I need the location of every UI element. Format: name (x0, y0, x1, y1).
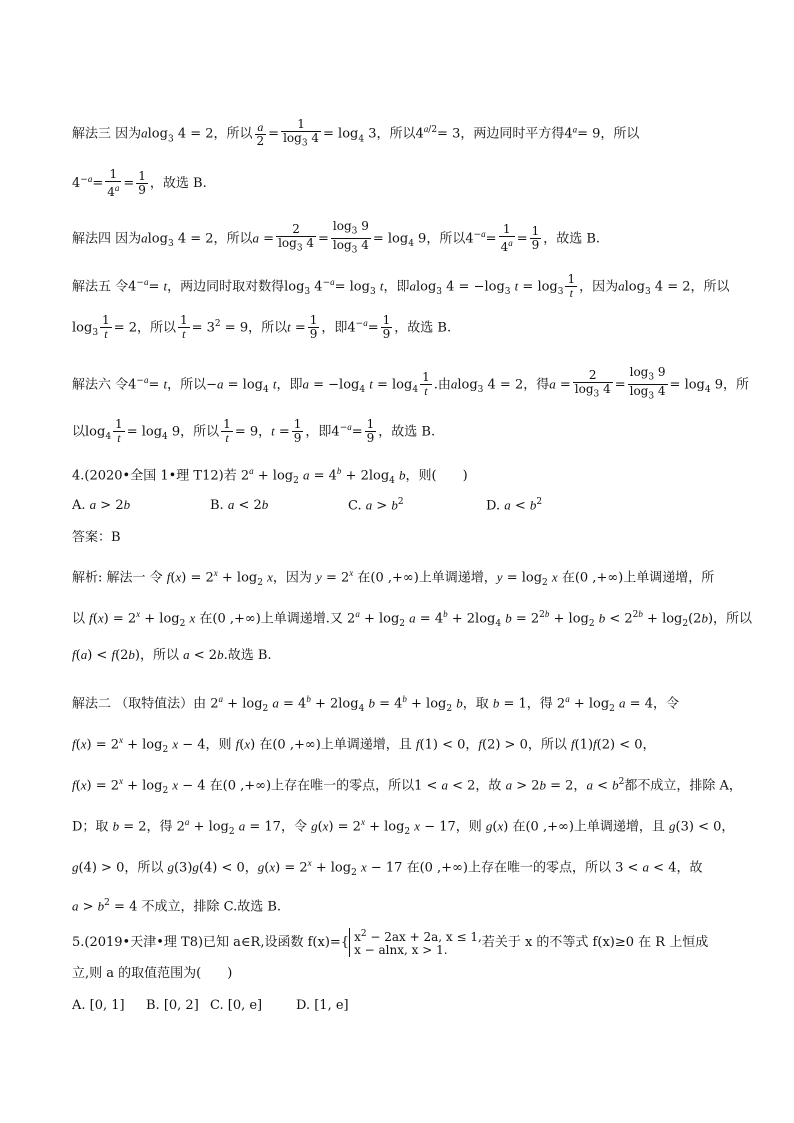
analysis-line1: 解析: 解法一 令 $f(x) = 2^x + \log_2 x$，因为 $y = 2^x$ 在(0 ,+∞)上单调递增，$y = \log_2 x$ 在(0 ,+∞)上单调递增，所 (72, 568, 715, 588)
solution6-line2: 以$\log_4$ $\frac{1}{t}$ = $\log_4 9$，所以 $\frac{1}{t}$ = 9，t = $\frac{1}{9}$ ，即$4^{-a}=$ $\frac{1}{9}$ ，故选 B. (72, 417, 436, 446)
q5-option-b: B. [0, 2] (146, 998, 199, 1013)
q4-option-d: D. $a < b^2$ (486, 497, 543, 514)
solution4-line: 解法四 因为alog$_3$ 4 = 2，所以a = $\frac{2}{\log_3 4}$ = $\frac{\log_3 9}{\log_3 4}$ = $\log_4 9$，所以$4^{-a}=$ $\frac{1}{4^a}$ = $\frac{1}{9}$ ，故选 B. (72, 219, 601, 256)
analysis-line2: 以 $f(x) = 2^x + \log_2 x$ 在(0 ,+∞)上单调递增.又 $2^a + \log_2 a = 4^b + 2\log_4$ $b = 2^{2b} + \log_2 b < 2^{2b} + \log_2(2b)$，所以 (72, 609, 753, 629)
q4-option-c: C. $a > b^2$ (348, 497, 404, 514)
question4-stem: 4.(2020•全国 1•理 T12)若 $2^a + \log_2 a = 4^b + 2\log_4$ b，则( ) (72, 466, 468, 486)
analysis-line3: f(a) < f(2b)，所以 a < 2b.故选 B. (72, 647, 272, 663)
question5-line1: 5.(2019•天津•理 T8)已知 a∈R,设函数 f(x)={ $x^2 - 2ax + 2a$, x ≤ 1, x − alnx, x > 1. 若关于 x 的不等式 f(x)≥0 在 R 上恒成 (72, 929, 709, 957)
q5-option-c: C. [0, e] (210, 998, 263, 1013)
method2-line4: D；取 b = 2，得 $2^a + \log_2 a = 17$，令 $g(x) = 2^x + \log_2 x - 17$，则 g(x) 在(0 ,+∞)上单调递增，且 g(3) < 0， (72, 817, 735, 837)
q4-option-a: A. a > 2b (72, 497, 131, 513)
answer-line: 答案：B (72, 530, 121, 545)
method2-line3: $f(x) = 2^x + \log_2 x - 4$ 在(0 ,+∞)上存在唯一的零点，所以1 < a < 2，故 a > 2b = 2，$a < b^2$都不成立，排除 A， (72, 776, 742, 796)
method2-line1: 解法二 （取特值法）由 $2^a + \log_2 a = 4^b + 2\log_4$ $b = 4^b + \log_2 b$，取 b = 1，得 $2^a + \log_2 a = 4$，令 (72, 694, 679, 714)
q5-option-a: A. [0, 1] (72, 998, 125, 1013)
method2-line2: $f(x) = 2^x + \log_2 x - 4$，则 f(x) 在(0 ,+∞)上单调递增，且 f(1) < 0，f(2) > 0，所以 f(1)f(2) < 0， (72, 735, 656, 755)
question5-line2: 立,则 a 的取值范围为( ) (72, 966, 233, 981)
method2-line6: $a > b^2 = 4$ 不成立，排除 C.故选 B. (72, 898, 282, 915)
solution5-line2: $\log_3$ $\frac{1}{t}$ = 2，所以 $\frac{1}{t}$ = $3^2 = 9$，所以t = $\frac{1}{9}$ ，即$4^{-a}=$ $\frac{1}{9}$ ，故选 B. (72, 313, 452, 342)
solution6-line1: 解法六 令$4^{-a}= t$，所以$-a = \log_4 t$，即$a = -\log_4$ $t = \log_4$ $\frac{1}{t}$ .由alog$_3$ 4 = 2，得a = $\frac{2}{\log_3 4}$ = $\frac{\log_3 9}{\log_3 4}$ = $\log_4 9$，所 (72, 365, 750, 402)
q5-option-d: D. [1, e] (296, 998, 349, 1013)
q4-option-b: B. a < 2b (210, 497, 269, 513)
solution3-line2: $4^{-a}=$ $\frac{1}{4^a}$ = $\frac{1}{9}$ ，故选 B. (72, 167, 207, 199)
solution3-line1: 解法三 因为alog$_3$ 4 = 2，所以 $\frac{a}{2}$ = $\frac{1}{\log_3 4}$ = $\log_4 3$，所以$4^{a/2}= 3$，两边同时平方得$4^a= 9$，所以 (72, 117, 640, 149)
method2-line5: g(4) > 0，所以 g(3)g(4) < 0，$g(x) = 2^x + \log_2 x - 17$ 在(0 ,+∞)上存在唯一的零点，所以 3 < a < 4，故 (72, 858, 703, 878)
solution5-line1: 解法五 令$4^{-a}= t$，两边同时取对数得$\log_3 4^{-a}= \log_3 t$，即alog$_3$ $4 = -\log_3$ $t = \log_3$ $\frac{1}{t}$ ，因为alog$_3$ 4 = 2，所以 (72, 272, 730, 301)
